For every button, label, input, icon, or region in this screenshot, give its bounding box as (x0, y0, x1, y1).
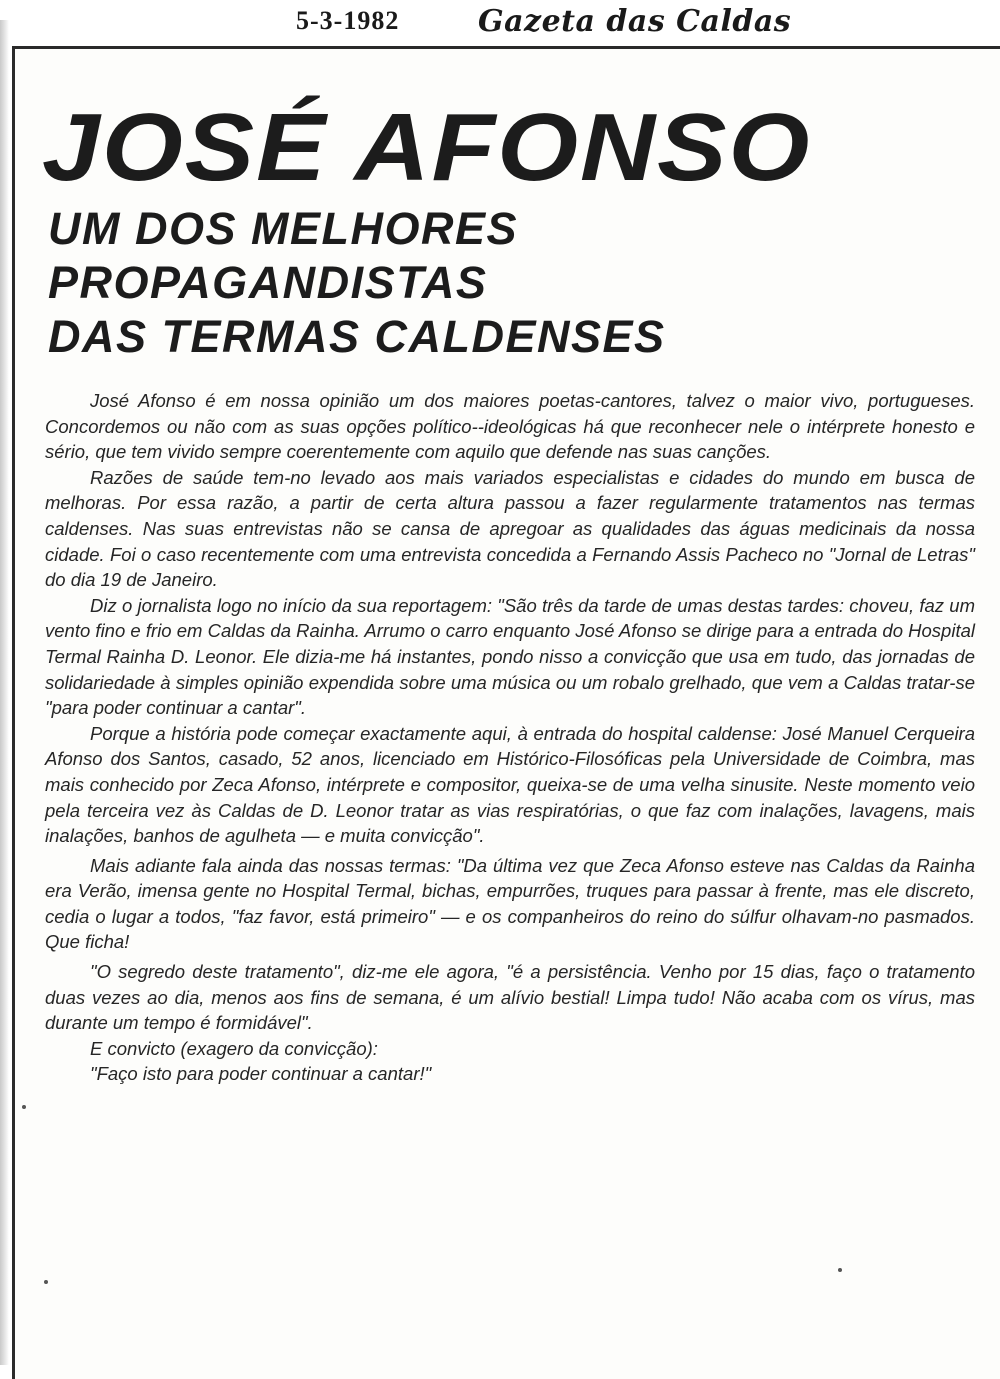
article-paragraph: Porque a história pode começar exactamente aqui, à entrada do hospital caldense: José Manuel Cerqueira Afonso dos Santos, casado, 52 anos, licenciado em Histórico-Filosóficas pela Universidade de Coimbra, mas mais conhecido por Zeca Afonso, intérprete e compositor, queixa-se de uma velha sinusite. Neste momento veio pela terceira vez às Caldas de D. Leonor tratar as vias respiratórias, o que faz com inalações, lavagens, mais inalações, banhos de agulheta — e muita convicção". (45, 722, 975, 847)
publication-date: 5-3-1982 (296, 6, 400, 35)
article-body (45, 388, 975, 1087)
scan-speck (838, 1268, 842, 1272)
article-headline: JOSÉ AFONSO (42, 94, 812, 202)
article-paragraph: Diz o jornalista logo no início da sua reportagem: "São três da tarde de umas destas tardes: choveu, faz um vento fino e frio em Caldas da Rainha. Arrumo o carro enquanto José Afonso se dirige para a entrada do Hospital Termal Rainha D. Leonor. Ele dizia-me há instantes, pondo nisso a convicção que usa em tudo, das jornadas de solidariedade à simples opinião expendida sobre uma música ou um robalo grelhado, que vem a Caldas tratar-se "para poder continuar a cantar". (45, 594, 975, 719)
article-paragraph: "Faço isto para poder continuar a cantar!" (90, 1063, 432, 1085)
masthead (0, 4, 1000, 48)
article-subheadline (48, 202, 808, 364)
newspaper-name: Gazeta das Caldas (478, 4, 792, 39)
article-paragraph: Mais adiante fala ainda das nossas termas: "Da última vez que Zeca Afonso esteve nas Caldas da Rainha era Verão, imensa gente no Hospital Termal, bichas, empurrões, truques para passar à frente, mas ele discreto, cedia o lugar a todos, "faz favor, está primeiro" — e os companheiros do reino do súlfur olhavam-no pasmados. Que ficha! (45, 854, 975, 953)
subheadline-line: DAS TERMAS CALDENSES (48, 311, 666, 362)
scan-edge (0, 20, 9, 1365)
article-paragraph: "O segredo deste tratamento", diz-me ele agora, "é a persistência. Venho por 15 dias, faço o tratamento duas vezes ao dia, menos aos fins de semana, é um alívio bestial! Limpa tudo! Não acaba com os vírus, mas durante um tempo é formidável". (45, 961, 975, 1034)
subheadline-line: PROPAGANDISTAS (48, 257, 488, 308)
article-paragraph: E convicto (exagero da convicção): (90, 1037, 378, 1059)
article-paragraph: Razões de saúde tem-no levado aos mais variados especialistas e cidades do mundo em busca de melhoras. Por essa razão, a partir de certa altura passou a fazer regularmente tratamentos nas termas caldenses. Nas suas entrevistas não se cansa de apregoar as qualidades das águas medicinais da nossa cidade. Foi o caso recentemente com uma entrevista concedida a Fernando Assis Pacheco no "Jornal de Letras" do dia 19 de Janeiro. (45, 466, 975, 591)
subheadline-line: UM DOS MELHORES (48, 203, 519, 254)
scan-speck (22, 1105, 26, 1109)
article-paragraph: José Afonso é em nossa opinião um dos maiores poetas-cantores, talvez o maior vivo, portugueses. Concordemos ou não com as suas opções político--ideológicas há que reconhecer nele o intérprete honesto e sério, que tem vivido sempre coerentemente com aquilo que defende nas suas canções. (45, 390, 975, 463)
scan-speck (44, 1280, 48, 1284)
